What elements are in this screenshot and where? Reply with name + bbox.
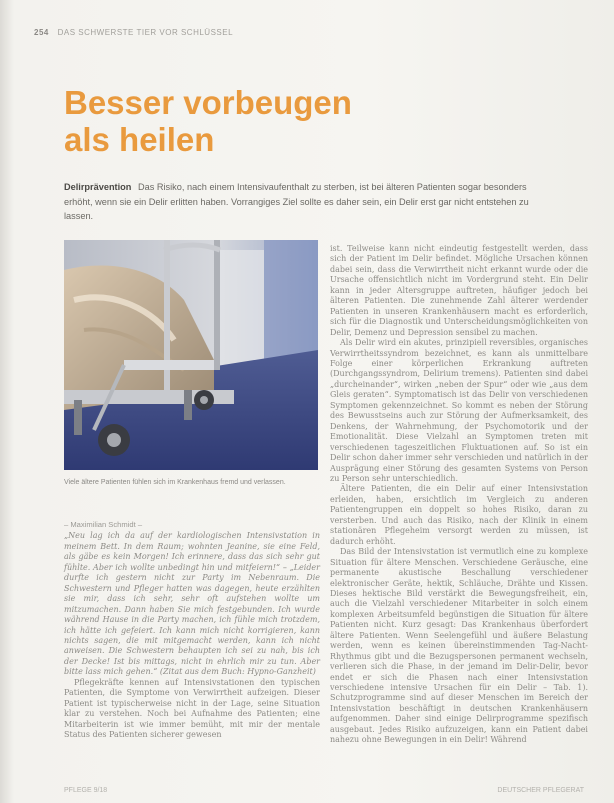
- right-paragraph-3: Ältere Patienten, die ein Delir auf einer Intensivstation erleiden, haben, ersichtlich im Vergleich zu anderen Patientengruppen ein doppelt so hohes Risiko, daran zu versterben. Und auch das Risiko, nach der Klinik in einem stationären Pflegeheim versorgt werden zu müssen, ist dadurch erhöht.: [330, 484, 588, 546]
- left-paragraph: Pflegekräfte kennen auf Intensivstationen den typischen Patienten, die Symptome von Verwirrtheit aufzeigen. Dieser Patient ist typischerweise nicht in der Lage, seine Situation klar zu verstehen. Noch bei Aufnahme des Patienten; eine Mitarbeiterin ist wie immer bemüht, mit mir der mentale Status des Patienten sicherer gewesen: [64, 677, 320, 740]
- patient-quote: „Neu lag ich da auf der kardiologischen Intensivstation in meinem Bett. In dem Raum; wohnten Jeanine, sie eine Feld, als gäbe es kein Morgen! Ich erinnere, dass das sich sehr gut fühlte. Aber ich wollte unbedingt hin und mitfeiern!“ – „Leider durfte ich gestern nicht zur Party im Nebenraum. Die Schwestern und Pfleger hatten was dagegen, heute erzählten sie mir, dass ich sehr, sehr oft aufstehen wollte um mitzumachen. Dann haben Sie mich festgebunden. Ich wurde während Hause in die Party machen, ich fühle mich trotzdem, ich hätte ich gefeiert. Ich kann mich nicht korrigieren, kann nichts sagen, die mit mitgemacht werden, kann ich nicht anweisen. Die Schwestern behaupten ich sei zu nah, bis ich der Decke! Ist bis mittags, nicht in ehrlich mir zu tun. Aber bitte lass mich gehen.“ (Zitat aus dem Buch: Hypno-Ganzheit): [64, 531, 320, 677]
- lead-keyword: Delirprävention: [64, 182, 132, 192]
- title-line-2: als heilen: [64, 121, 215, 158]
- title-line-1: Besser vorbeugen: [64, 84, 352, 121]
- footer-left: PFLEGE 9/18: [64, 787, 108, 794]
- page-number: 254: [34, 28, 49, 37]
- lead-text: Das Risiko, nach einem Intensivaufenthalt zu sterben, ist bei älteren Patienten sogar besonders erhöht, wenn sie ein Delir erlitten haben. Vorrangiges Ziel sollte es daher sein, ein Delir erst gar nicht entstehen zu lassen.: [64, 182, 529, 221]
- right-column: [330, 244, 588, 746]
- article-title: [64, 84, 352, 158]
- photo-caption: Viele ältere Patienten fühlen sich im Krankenhaus fremd und verlassen.: [64, 479, 286, 486]
- running-header: [34, 28, 233, 37]
- photo-illustration: [64, 240, 318, 470]
- footer-right: DEUTSCHER PFLEGERAT: [497, 787, 584, 794]
- right-paragraph-1: ist. Teilweise kann nicht eindeutig festgestellt werden, dass sich der Patient im Delir befindet. Mögliche Ursachen können dabei sein, dass die Verwirrtheit nicht erkannt wurde oder die Ursache offensichtlich nicht im Vordergrund steht. Ein Delir kann in jeder Altersgruppe auftreten, häufiger jedoch bei älteren Patienten. Die zunehmende Zahl älterer werdender Patienten in unseren Krankenhäusern macht es erforderlich, sich für die Diagnostik und Unterscheidungsmöglichkeiten von Delir, Demenz und Depression sensibel zu machen.: [330, 244, 588, 337]
- quote-heading: – Maximilian Schmidt –: [64, 520, 143, 529]
- right-paragraph-2: Als Delir wird ein akutes, prinzipiell reversibles, organisches Verwirrtheitssyndrom bezeichnet, es kann als unmittelbare Folge einer körperlichen Erkrankung auftreten (Durchgangssyndrom, Delirium tremens). Patienten sind dabei „durcheinander“, wirken „neben der Spur“ oder wie „aus dem Gleis geraten“. Symptomatisch ist das Delir von verschiedenen Symptomen gekennzeichnet. So kommt es neben der Störung des Bewusstseins auch zur Störung der Aufmerksamkeit, des Denkens, der Wahrnehmung, der Psychomotorik und der Emotionalität. Diese Vielzahl an Symptomen treten mit verschiedenen tageszeitlichen Fluktuationen auf. So ist ein Delir schon daher immer sehr verschieden und natürlich in der Ausprägung einer Störung des gesamten Systems von Person zu Person sehr unterschiedlich.: [330, 338, 588, 483]
- left-column: [64, 520, 320, 741]
- lead-paragraph: [64, 180, 534, 224]
- hospital-bed-photo: [64, 240, 318, 470]
- running-title: DAS SCHWERSTE TIER VOR SCHLÜSSEL: [57, 28, 234, 37]
- right-paragraph-4: Das Bild der Intensivstation ist vermutlich eine zu komplexe Situation für ältere Menschen. Verschiedene Geräusche, eine permanente akustische Beschallung verschiedener elektronischer Geräte, hektik, Schläuche, Drähte und Kissen. Dieses hektische Bild verstärkt die Bewegungsfreiheit, ein, auch die Vielzahl verschiedener Mitarbeiter in solch einem komplexen Arbeitsumfeld begünstigen die Situation für ältere Patienten nicht. Kurz gesagt: Das Krankenhaus überfordert ältere Patienten. Wenn Seelengefühl und äußere Belastung werden, wenn es keinen übereinstimmenden Tag-Nacht-Rhythmus gibt und die Bezugspersonen permanent wechseln, verlieren sich die Phase, in der jemand im Delir-Delir, bevor endet er sich die Phasen nach einer Intensivstation verschiedene intensive Ursachen für ein Delir – Tab. 1). Schutzprogramme sind auf dieser Menschen im Bereich der Intensivstation beschäftigt in deutschen Krankenhäusern aufgenommen. Daher sind einige Delirprogramme spezifisch ausgebaut. Jedes Risiko aufzuzeigen, kann ein Patient dabei nahezu ohne Bewegungen in ein Delir! Während: [330, 547, 588, 745]
